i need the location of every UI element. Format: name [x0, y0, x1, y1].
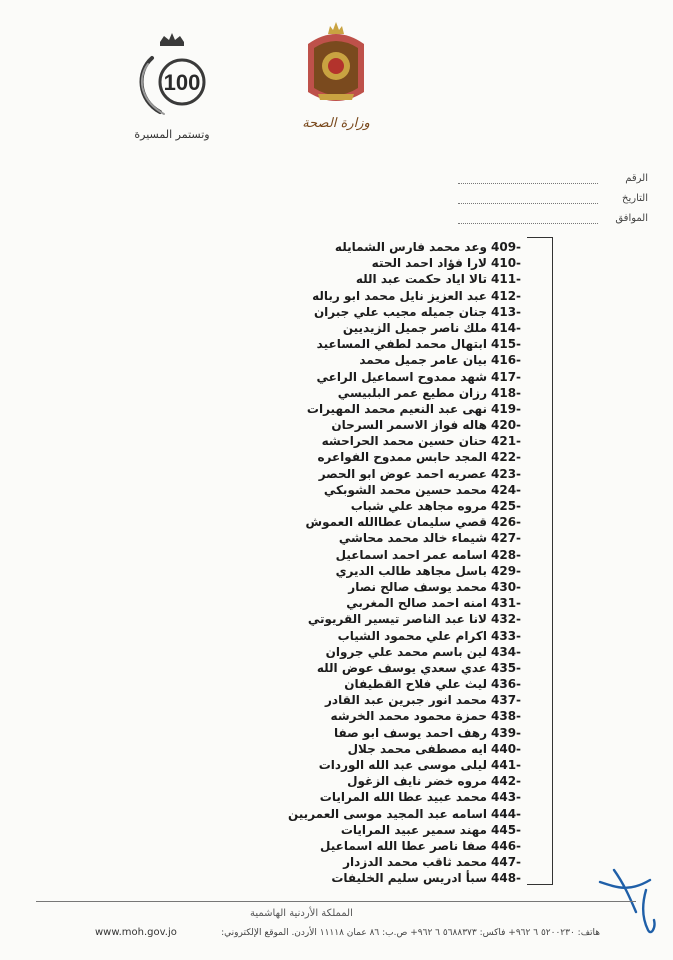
person-name: رزان مطيع عمر البلبيسي [337, 385, 487, 400]
list-number: 425- [491, 499, 522, 513]
ministry-name: وزارة الصحة [302, 116, 370, 131]
list-item [231, 628, 531, 644]
list-item [231, 304, 531, 320]
list-number: 427- [491, 531, 522, 546]
person-name: عبد العزيز نايل محمد ابو رباله [312, 288, 487, 303]
date-line [458, 192, 598, 204]
list-bracket [527, 237, 553, 885]
list-item [231, 530, 531, 546]
list-number: 433- [491, 628, 522, 643]
list-item [231, 838, 531, 854]
corresponding-label: الموافق [615, 213, 648, 224]
person-name: باسل مجاهد طالب الديري [335, 563, 487, 578]
list-number: 412- [491, 288, 522, 303]
list-item [231, 870, 531, 886]
person-name: مروه خضر نايف الزغول [347, 774, 487, 789]
list-number: 418- [491, 385, 522, 400]
list-item [231, 854, 531, 870]
list-item [231, 708, 531, 724]
person-name: ملك ناصر جميل الزيديين [342, 320, 487, 335]
list-item [231, 466, 531, 482]
centennial-emblem-icon [122, 28, 222, 128]
list-item [231, 369, 531, 385]
document-meta [418, 164, 648, 224]
list-item [231, 676, 531, 692]
coat-of-arms-icon [296, 14, 376, 114]
list-number: 436- [491, 677, 522, 692]
list-item [231, 725, 531, 741]
list-item [231, 352, 531, 368]
person-name: مهند سمير عبيد المرايات [340, 822, 487, 837]
list-number: 441- [491, 758, 522, 772]
list-item [231, 595, 531, 611]
person-name: محمد ثاقب محمد الدزدار [343, 855, 487, 870]
list-item [231, 741, 531, 757]
reference-label: الرقم [625, 173, 648, 184]
list-number: 434- [491, 644, 522, 659]
list-number: 411- [491, 272, 522, 287]
person-name: بيان عامر جميل محمد [359, 353, 487, 368]
person-name: عصريه احمد عوض ابو الحصر [318, 466, 487, 481]
centennial-number: 100 [163, 70, 201, 95]
list-number: 435- [491, 660, 522, 675]
footer-divider [36, 901, 636, 902]
list-number: 445- [491, 822, 522, 837]
list-number: 442- [491, 774, 522, 789]
person-name: قصي سليمان عطاالله العموش [305, 515, 487, 530]
list-item [231, 660, 531, 676]
list-item [231, 579, 531, 595]
list-item [231, 644, 531, 660]
list-item [231, 757, 531, 773]
list-item [231, 482, 531, 498]
list-number: 443- [491, 790, 522, 805]
corresponding-line [458, 212, 598, 224]
list-item [231, 806, 531, 822]
person-name: اسامه عبد المجيد موسى العمريين [287, 806, 487, 821]
list-item [231, 255, 531, 271]
person-name: المجد حابس ممدوح الفواعره [317, 450, 487, 465]
person-name: نهى عبد النعيم محمد المهيرات [306, 401, 487, 416]
list-item [231, 547, 531, 563]
list-number: 419- [491, 401, 522, 416]
reference-line [458, 172, 598, 184]
list-number: 428- [491, 547, 522, 562]
person-name: محمد انور جبرين عبد القادر [325, 693, 487, 708]
person-name: حنان حسين محمد الحراحشه [321, 434, 487, 449]
list-item [231, 336, 531, 352]
list-item [231, 692, 531, 708]
list-item [231, 563, 531, 579]
person-name: رهف احمد يوسف ابو صفا [334, 725, 487, 740]
person-name: محمد حسين محمد الشوبكي [323, 482, 487, 497]
person-name: اكرام علي محمود الشياب [337, 628, 487, 643]
list-number: 440- [491, 741, 522, 756]
person-name: محمد عبيد عطا الله المرايات [319, 790, 487, 805]
reference-field [418, 164, 648, 184]
list-number: 423- [491, 466, 522, 481]
list-number: 448- [491, 871, 522, 886]
person-name: لارا فؤاد احمد الحته [371, 256, 487, 271]
list-number: 444- [491, 806, 522, 821]
person-name: لانا عبد الناصر تيسير القريوتي [307, 612, 487, 627]
person-name: مروه مجاهد علي شباب [350, 499, 487, 513]
person-name: ايه مصطفى محمد جلال [347, 741, 487, 756]
person-name: وعد محمد فارس الشمايله [334, 240, 487, 254]
list-item [231, 822, 531, 838]
list-item [231, 433, 531, 449]
person-name: لين باسم محمد علي جروان [325, 644, 487, 659]
person-name: هاله فواز الاسمر السرحان [331, 418, 487, 433]
list-item [231, 320, 531, 336]
names-list [231, 239, 531, 887]
person-name: ليث علي فلاح القطيفان [344, 677, 487, 692]
centennial-caption: وتستمر المسيرة [134, 128, 210, 141]
signature-icon [596, 868, 666, 943]
person-name: ليلى موسى عبد الله الوردات [318, 758, 487, 772]
person-name: حمزة محمود محمد الخرشه [330, 709, 487, 724]
signature [596, 868, 666, 943]
list-number: 429- [491, 563, 522, 578]
list-number: 437- [491, 693, 522, 708]
list-number: 438- [491, 709, 522, 724]
list-number: 416- [491, 353, 522, 368]
list-item [231, 417, 531, 433]
list-number: 439- [491, 725, 522, 740]
list-number: 420- [491, 418, 522, 433]
date-label: التاريخ [622, 193, 648, 204]
person-name: جنان جميله مجيب علي جبران [313, 304, 487, 319]
list-item [231, 271, 531, 287]
person-name: شيماء خالد محمد محاشي [338, 531, 487, 546]
list-item [231, 773, 531, 789]
list-number: 409- [491, 240, 522, 254]
footer-website-link[interactable]: www.moh.gov.jo [95, 927, 177, 938]
person-name: محمد يوسف صالح نصار [348, 579, 487, 594]
person-name: اسامه عمر احمد اسماعيل [335, 547, 487, 562]
list-item [231, 498, 531, 514]
list-item [231, 401, 531, 417]
list-number: 415- [491, 337, 522, 352]
list-number: 413- [491, 304, 522, 319]
list-number: 431- [491, 596, 522, 611]
list-item [231, 789, 531, 805]
person-name: سبأ ادريس سليم الخليفات [331, 871, 487, 886]
list-number: 417- [491, 369, 522, 384]
date-field [418, 184, 648, 204]
list-item [231, 239, 531, 255]
list-item [231, 514, 531, 530]
list-number: 426- [491, 515, 522, 530]
list-item [231, 449, 531, 465]
person-name: شهد ممدوح اسماعيل الراعي [316, 369, 487, 384]
footer-kingdom: المملكة الأردنية الهاشمية [250, 908, 353, 919]
person-name: امنه احمد صالح المغربي [346, 596, 487, 611]
person-name: عدي سعدي يوسف عوض الله [316, 660, 487, 675]
list-number: 410- [491, 256, 522, 271]
list-item [231, 288, 531, 304]
list-number: 430- [491, 579, 522, 594]
list-number: 414- [491, 320, 522, 335]
list-item [231, 385, 531, 401]
list-number: 432- [491, 612, 522, 627]
list-item [231, 611, 531, 627]
list-number: 422- [491, 450, 522, 465]
person-name: ابتهال محمد لطفي المساعيد [316, 337, 487, 352]
corresponding-field [418, 204, 648, 224]
list-number: 421- [491, 434, 522, 449]
footer-contact: هاتف: ٥٢٠٠٢٣٠ ٦ ٩٦٢+ فاكس: ٥٦٨٨٣٧٣ ٦ ٩٦٢+ ص.ب: ٨٦ عمان ١١١١٨ الأردن. الموقع الإلكتروني: [221, 928, 600, 938]
list-number: 446- [491, 838, 522, 853]
centennial-logo [122, 28, 222, 146]
list-number: 447- [491, 855, 522, 870]
person-name: صفا ناصر عطا الله اسماعيل [320, 838, 487, 853]
person-name: تالا اياد حكمت عبد الله [355, 272, 487, 287]
list-number: 424- [491, 482, 522, 497]
